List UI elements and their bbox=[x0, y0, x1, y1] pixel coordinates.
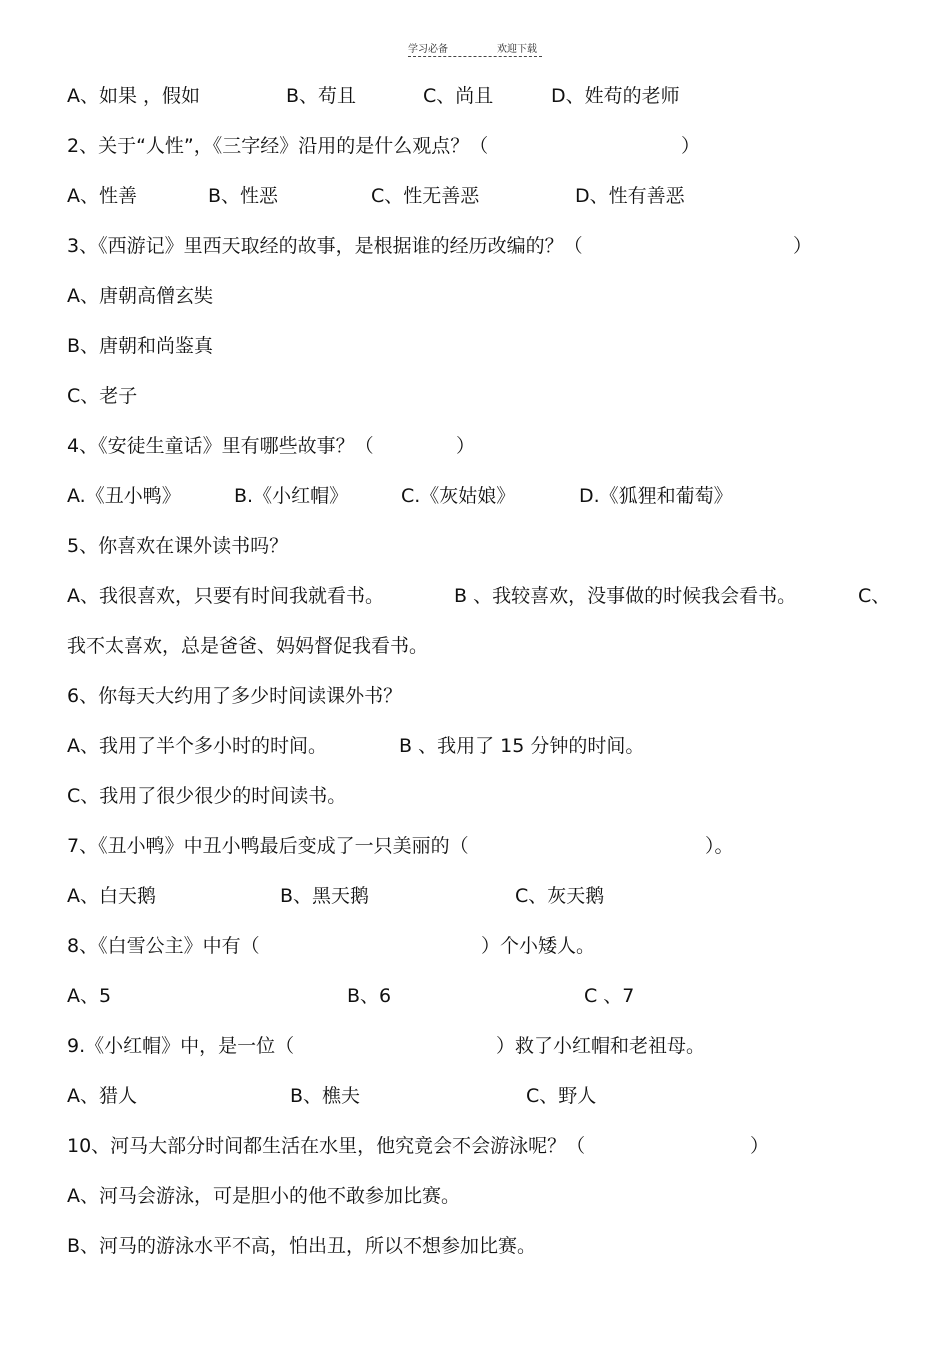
text-segment: B、性恶 bbox=[208, 185, 279, 207]
text-segment: C、老子 bbox=[67, 385, 138, 407]
text-segment: C、性无善恶 bbox=[371, 185, 480, 207]
text-segment: A、我用了半个多小时的时间。 bbox=[67, 735, 327, 757]
text-segment: A、5 bbox=[67, 985, 112, 1007]
text-segment: C 、7 bbox=[584, 985, 635, 1007]
text-segment: ） bbox=[750, 1135, 770, 1157]
text-segment: C、野人 bbox=[526, 1085, 597, 1107]
text-segment: A、如果 ，假如 bbox=[67, 85, 201, 107]
text-segment: A.《丑小鸭》 bbox=[67, 485, 181, 507]
text-segment: B.《小红帽》 bbox=[234, 485, 349, 507]
text-segment: D.《狐狸和葡萄》 bbox=[579, 485, 733, 507]
text-segment: B 、我较喜欢，没事做的时候我会看书。 bbox=[454, 585, 797, 607]
text-segment: C、灰天鹅 bbox=[515, 885, 605, 907]
text-segment: A、性善 bbox=[67, 185, 137, 207]
text-segment: A、我很喜欢，只要有时间我就看书。 bbox=[67, 585, 384, 607]
text-segment: B、黑天鹅 bbox=[280, 885, 370, 907]
text-segment: C、我用了很少很少的时间读书。 bbox=[67, 785, 347, 807]
text-segment: 9.《小红帽》中，是一位（ bbox=[67, 1035, 295, 1057]
header-left-text: 学习必备 bbox=[408, 44, 448, 55]
text-segment: B、樵夫 bbox=[290, 1085, 361, 1107]
text-segment: ） bbox=[456, 435, 476, 457]
text-segment: C.《灰姑娘》 bbox=[401, 485, 516, 507]
text-segment: B、6 bbox=[347, 985, 392, 1007]
text-segment: 7、《丑小鸭》中丑小鸭最后变成了一只美丽的（ bbox=[67, 835, 469, 857]
text-segment: 10、河马大部分时间都生活在水里，他究竟会不会游泳呢？（ bbox=[67, 1135, 586, 1157]
text-segment: A、猎人 bbox=[67, 1085, 137, 1107]
text-segment: ）个小矮人。 bbox=[481, 935, 596, 957]
text-segment: 2、关于“人性”，《三字经》沿用的是什么观点？（ bbox=[67, 135, 489, 157]
text-segment: B、唐朝和尚鉴真 bbox=[67, 335, 214, 357]
text-segment: D、姓苟的老师 bbox=[551, 85, 680, 107]
text-segment: 5、你喜欢在课外读书吗？ bbox=[67, 535, 289, 557]
text-segment: 6、你每天大约用了多少时间读课外书？ bbox=[67, 685, 403, 707]
header-right-text: 欢迎下载 bbox=[497, 44, 537, 55]
text-segment: B、苟且 bbox=[286, 85, 357, 107]
text-segment: B 、我用了 15 分钟的时间。 bbox=[399, 735, 645, 757]
text-segment: 4、《安徒生童话》里有哪些故事？（ bbox=[67, 435, 374, 457]
text-segment: ）救了小红帽和老祖母。 bbox=[496, 1035, 706, 1057]
text-segment: D、性有善恶 bbox=[575, 185, 685, 207]
text-segment: ） bbox=[681, 135, 701, 157]
text-segment: A、唐朝高僧玄奘 bbox=[67, 285, 213, 307]
text-segment: 8、《白雪公主》中有（ bbox=[67, 935, 260, 957]
text-segment: A、河马会游泳，可是胆小的他不敢参加比赛。 bbox=[67, 1185, 460, 1207]
text-segment: C、尚且 bbox=[423, 85, 494, 107]
text-segment: A、白天鹅 bbox=[67, 885, 156, 907]
page-header bbox=[408, 38, 542, 57]
text-segment: 3、《西游记》里西天取经的故事，是根据谁的经历改编的？（ bbox=[67, 235, 583, 257]
text-segment: C、 bbox=[858, 585, 891, 607]
text-segment: ）。 bbox=[705, 835, 734, 857]
text-segment: ） bbox=[793, 235, 813, 257]
text-segment: 我不太喜欢，总是爸爸、妈妈督促我看书。 bbox=[67, 635, 429, 657]
text-segment: B、河马的游泳水平不高，怕出丑，所以不想参加比赛。 bbox=[67, 1235, 537, 1257]
